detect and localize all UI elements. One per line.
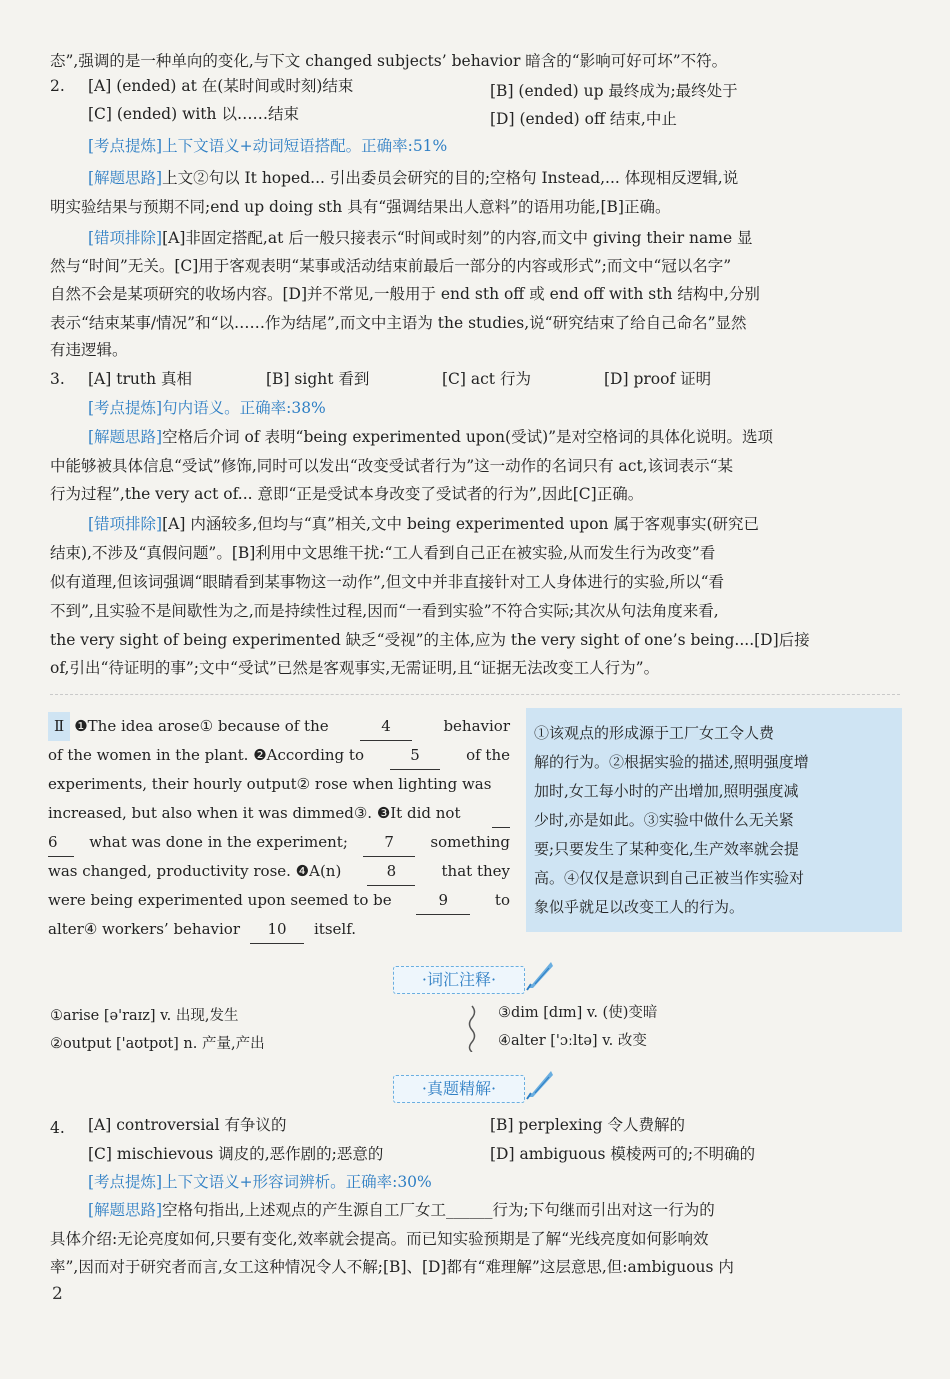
passage-row: [48, 712, 510, 741]
option-d: [D] ambiguous 模棱两可的;不明确的: [490, 1145, 756, 1163]
option-c: [C] (ended) with 以……结束: [88, 105, 299, 123]
jieti-line: [88, 1199, 715, 1221]
text-line: the very sight of being experimented 缺乏“受视”的主体,应为 the very sight of one’s being....[D]后接: [50, 631, 810, 649]
passage-segment: behavior: [443, 717, 510, 735]
passage-row: [48, 915, 510, 944]
jieti-line: [88, 167, 738, 189]
passage-segment: experiments, their hourly output② rose when lighting was: [48, 775, 492, 793]
passage-segment: itself.: [314, 920, 356, 938]
translation-line: 象似乎就足以改变工人的行为。: [534, 898, 745, 916]
passage-english: [48, 712, 510, 944]
option-d: [D] proof 证明: [604, 370, 712, 388]
passage-row: [48, 770, 510, 799]
passage-segment: alter④ workers’ behavior: [48, 920, 240, 938]
blank-9: 9: [416, 886, 470, 915]
passage-segment: was changed, productivity rose. ❹A(n): [48, 862, 342, 880]
text-line: 率”,因而对于研究者而言,女工这种情况令人不解;[B]、[D]都有“难理解”这层意思,但:ambiguous 内: [50, 1258, 734, 1276]
kaodian-label: [考点提炼]: [88, 1173, 163, 1191]
translation-line: ①该观点的形成源于工厂女工令人费: [534, 724, 775, 742]
cuoxiang-line: [88, 227, 753, 249]
kaodian-line: [88, 135, 447, 157]
kaodian-text: 上下文语义+动词短语搭配。正确率:51%: [162, 137, 448, 155]
passage-segment: something: [430, 833, 510, 851]
kaodian-label: [考点提炼]: [88, 137, 163, 155]
jieti-text: 空格句指出,上述观点的产生源自工厂女工______行为;下句继而引出对这一行为的: [162, 1201, 715, 1219]
translation-line: 要;只要发生了某种变化,生产效率就会提: [534, 840, 799, 858]
text-line: 有违逻辑。: [50, 341, 128, 359]
text-line: 具体介绍:无论亮度如何,只要有变化,效率就会提高。而已知实验预期是了解“光线亮度如何影响效: [50, 1230, 709, 1248]
passage-row: [48, 886, 510, 915]
blank-8: 8: [367, 857, 415, 886]
section-divider: [50, 694, 900, 695]
passage-segment: of the: [466, 746, 510, 764]
translation-line: 高。④仅仅是意识到自己正被当作实验对: [534, 869, 805, 887]
jieti-line: [88, 426, 773, 448]
question-number: 3.: [50, 370, 65, 388]
option-d: [D] (ended) off 结束,中止: [490, 110, 677, 128]
jieti-label: [解题思路]: [88, 428, 163, 446]
text-line: 中能够被具体信息“受试”修饰,同时可以发出“改变受试者行为”这一动作的名词只有 act,该词表示“某: [50, 457, 734, 475]
kaodian-text: 句内语义。正确率:38%: [162, 399, 326, 417]
passage-row: [48, 799, 510, 828]
text-line: 行为过程”,the very act of... 意即“正是受试本身改变了受试者的行为”,因此[C]正确。: [50, 485, 644, 503]
text-line: 结束),不涉及“真假问题”。[B]利用中文思维干扰:“工人看到自己正在被实验,从而发生行为改变”看: [50, 544, 716, 562]
divider-wave-icon: [465, 1004, 479, 1052]
passage-row: [48, 828, 510, 857]
passage-segment: of the women in the plant. ❷According to: [48, 746, 364, 764]
kaodian-line: [88, 397, 326, 419]
passage-segment: were being experimented upon seemed to be: [48, 891, 392, 909]
cuoxiang-text: [A]非固定搭配,at 后一般只接表示“时间或时刻”的内容,而文中 giving their name 显: [162, 229, 753, 247]
kaodian-line: [88, 1171, 432, 1193]
section-roman-numeral: Ⅱ: [48, 712, 70, 741]
jieti-label: [解题思路]: [88, 1201, 163, 1219]
quill-pen-icon: [523, 958, 557, 992]
blank-6-start: [492, 799, 510, 828]
passage-segment: Ⅱ ❶The idea arose① because of the: [48, 712, 329, 741]
kaodian-text: 上下文语义+形容词辨析。正确率:30%: [162, 1173, 432, 1191]
passage-segment: to: [494, 891, 510, 909]
translation-line: 解的行为。②根据实验的描述,照明强度增: [534, 753, 809, 771]
option-c: [C] act 行为: [442, 370, 531, 388]
option-b: [B] sight 看到: [266, 370, 370, 388]
blank-7: 7: [363, 828, 415, 857]
text-line: 自然不会是某项研究的收场内容。[D]并不常见,一般用于 end sth off 或 end off with sth 结构中,分别: [50, 285, 760, 303]
blank-4: 4: [360, 712, 412, 741]
jieti-text: 上文②句以 It hoped... 引出委员会研究的目的;空格句 Instead,... 体现相反逻辑,说: [162, 169, 739, 187]
translation-line: 加时,女工每小时的产出增加,照明强度减: [534, 782, 799, 800]
option-a: [A] controversial 有争议的: [88, 1116, 287, 1134]
option-a: [A] truth 真相: [88, 370, 192, 388]
option-b: [B] (ended) up 最终成为;最终处于: [490, 82, 738, 100]
option-b: [B] perplexing 令人费解的: [490, 1116, 685, 1134]
text-line: 态”,强调的是一种单向的变化,与下文 changed subjects’ behavior 暗含的“影响可好可坏”不符。: [50, 52, 728, 70]
text-line: 表示“结束某事/情况”和“以……作为结尾”,而文中主语为 the studies,说“研究结束了给自己命名”显然: [50, 314, 747, 332]
cuoxiang-line: [88, 513, 759, 535]
zhenti-banner: ·真题精解·: [393, 1075, 525, 1103]
passage-row: [48, 741, 510, 770]
translation-box: [526, 708, 902, 932]
blank-6: 6: [48, 828, 74, 857]
jieti-label: [解题思路]: [88, 169, 163, 187]
passage-row: [48, 857, 510, 886]
cuoxiang-label: [错项排除]: [88, 515, 163, 533]
text-line: 明实验结果与预期不同;end up doing sth 具有“强调结果出人意料”的语用功能,[B]正确。: [50, 198, 671, 216]
blank-5: 5: [390, 741, 440, 770]
quill-pen-icon: [523, 1067, 557, 1101]
text-line: 似有道理,但该词强调“眼睛看到某事物这一动作”,但文中并非直接针对工人身体进行的实验,所以“看: [50, 573, 725, 591]
blank-10: 10: [250, 915, 304, 944]
translation-line: 少时,亦是如此。③实验中做什么无关紧: [534, 811, 794, 829]
text-line: 不到”,且实验不是间歇性为之,而是持续性过程,因而“一看到实验”不符合实际;其次从句法角度来看,: [50, 602, 719, 620]
vocab-banner: ·词汇注释·: [393, 966, 525, 994]
vocab-item: ③dim [dɪm] v. (使)变暗: [498, 1005, 658, 1021]
vocab-item: ①arise [ə'raɪz] v. 出现,发生: [50, 1008, 239, 1024]
question-number: 2.: [50, 77, 65, 95]
option-c: [C] mischievous 调皮的,恶作剧的;恶意的: [88, 1145, 384, 1163]
jieti-text: 空格后介词 of 表明“being experimented upon(受试)”是对空格词的具体化说明。选项: [162, 428, 774, 446]
question-number: 4.: [50, 1119, 65, 1137]
cuoxiang-label: [错项排除]: [88, 229, 163, 247]
cuoxiang-text: [A] 内涵较多,但均与“真”相关,文中 being experimented upon 属于客观事实(研究已: [162, 515, 760, 533]
passage-segment: increased, but also when it was dimmed③. ❸It did not: [48, 804, 461, 822]
text-line: 然与“时间”无关。[C]用于客观表明“某事或活动结束前最后一部分的内容或形式”;而文中“冠以名字”: [50, 257, 732, 275]
passage-segment: that they: [441, 862, 510, 880]
option-a: [A] (ended) at 在(某时间或时刻)结束: [88, 77, 354, 95]
kaodian-label: [考点提炼]: [88, 399, 163, 417]
text-line: of,引出“待证明的事”;文中“受试”已然是客观事实,无需证明,且“证据无法改变工人行为”。: [50, 659, 660, 677]
vocab-item: ④alter ['ɔːltə] v. 改变: [498, 1033, 647, 1049]
vocab-item: ②output ['aʊtpʊt] n. 产量,产出: [50, 1036, 265, 1052]
passage-segment: what was done in the experiment;: [89, 833, 348, 851]
page-number: 2: [52, 1284, 63, 1304]
